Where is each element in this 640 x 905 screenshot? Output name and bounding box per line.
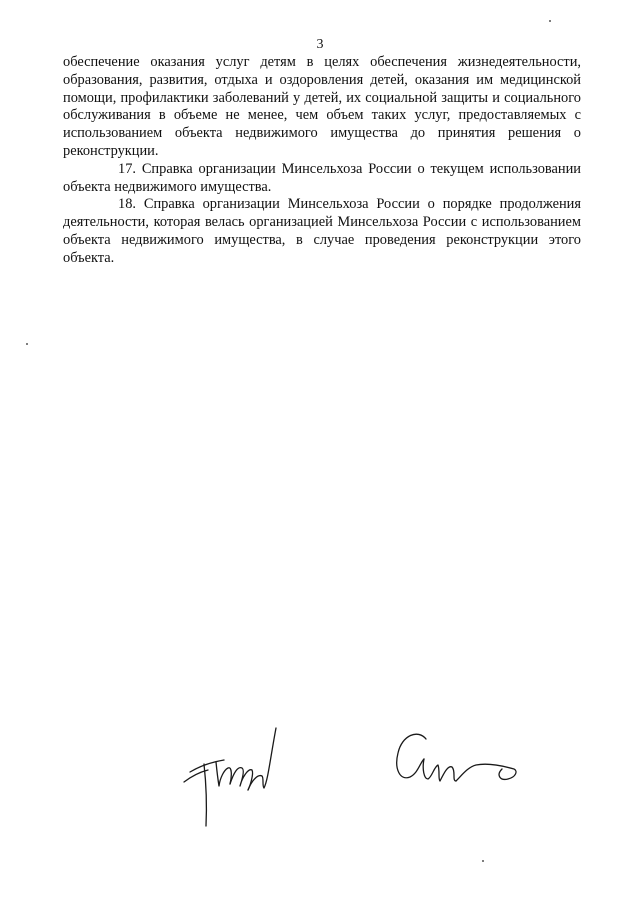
scan-speck	[549, 20, 551, 22]
page-number: 3	[316, 37, 324, 52]
scan-speck	[482, 860, 484, 862]
scan-speck	[26, 343, 28, 345]
paragraph-item-18: 18. Справка организации Минсельхоза России о порядке продолжения деятельности, которая велась организацией Минсельхоза России с использованием объекта недвижимого имущества, в случае проведения реконструкции этого объекта.	[63, 196, 581, 266]
paragraph-item-17: 17. Справка организации Минсельхоза России о текущем использовании объекта недвижимого имущества.	[63, 160, 581, 195]
paragraph-continuation: обеспечение оказания услуг детям в целях обеспечения жизнедеятельности, образования, развития, отдыха и оздоровления детей, оказания им медицинской помощи, профилактики заболеваний у детей, их социальной защиты и социального обслуживания в объеме не менее, чем объем таких услуг, предоставляемых с использованием объекта недвижимого имущества до принятия решения о реконструкции.	[63, 54, 581, 159]
document-body	[63, 54, 581, 268]
handwritten-signature-right	[392, 725, 522, 795]
handwritten-signature-left	[182, 720, 292, 830]
